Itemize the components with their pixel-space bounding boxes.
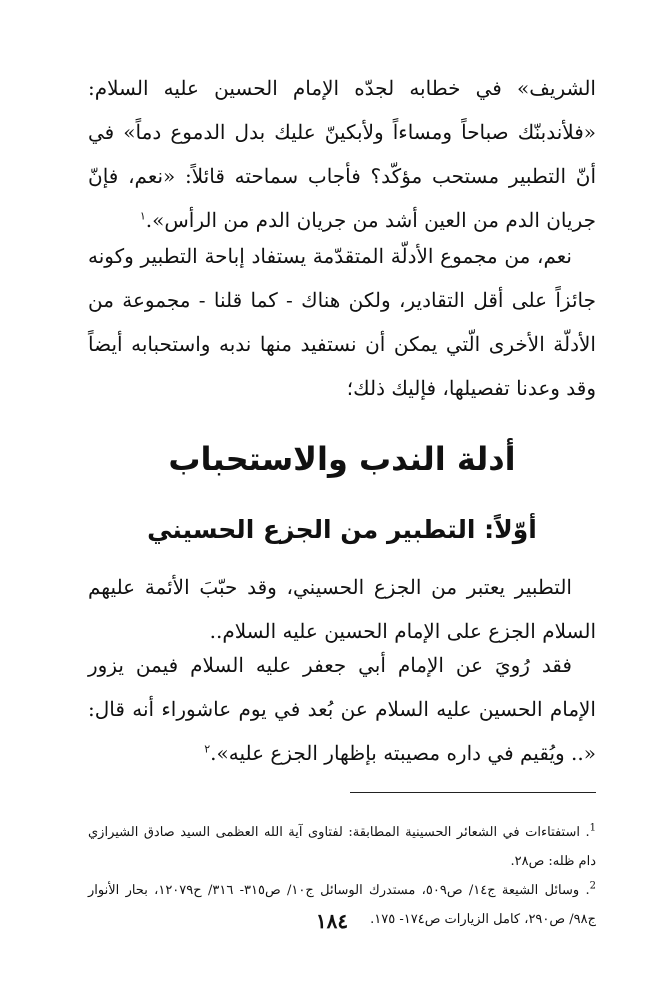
footnote-1-text: . استفتاءات في الشعائر الحسينية المطابقة: لفتاوى آية الله العظمى السيد صادق الشيرازي دام ظله: ص٢٨. <box>88 825 596 869</box>
footnote-divider <box>350 792 596 793</box>
footnote-ref-2: ٢ <box>204 742 211 756</box>
page-number: ١٨٤ <box>315 909 349 933</box>
paragraph-4 <box>88 643 596 775</box>
footnote-1-number: 1 <box>589 822 596 834</box>
paragraph-1-text: الشريف» في خطابه لجدّه الإمام الحسين عليه السلام: «فلأندبنّك صباحاً ومساءاً ولأبكينّ عليك بدل الدموع دماً» في أنّ التطبير مستحب مؤكّد؟ فأجاب سماحته قائلاً: «نعم، فإنّ جريان الدم من العين أشد من جريان الدم من الرأس». <box>88 76 596 232</box>
paragraph-1 <box>88 66 596 242</box>
paragraph-2 <box>88 234 596 410</box>
paragraph-3-text: التطبير يعتبر من الجزع الحسيني، وقد حبّبَ الأئمة عليهم السلام الجزع على الإمام الحسين عليه السلام.. <box>88 575 596 643</box>
section-heading: أدلة الندب والاستحباب <box>168 440 516 478</box>
footnote-1 <box>88 818 596 876</box>
paragraph-4-text: فقد رُويَ عن الإمام أبي جعفر عليه السلام فيمن يزور الإمام الحسين عليه السلام عن بُعد في يوم عاشوراء أنه قال: «.. ويُقيم في داره مصيبته بإظهار الجزع عليه». <box>88 653 596 765</box>
subsection-heading: أوّلاً: التطبير من الجزع الحسيني <box>147 515 537 544</box>
footnote-ref-1: ١ <box>139 209 146 223</box>
footnote-2-text: . وسائل الشيعة ج١٤/ ص٥٠٩، مستدرك الوسائل ج١٠/ ص٣١٥- ٣١٦/ ح١٢٠٧٩، بحار الأنوار ج٩٨/ ص٢٩٠، كامل الزيارات ص١٧٤- ١٧٥. <box>88 883 596 927</box>
paragraph-3 <box>88 565 596 653</box>
footnote-2-number: 2 <box>589 880 596 892</box>
paragraph-2-text: نعم، من مجموع الأدلّة المتقدّمة يستفاد إباحة التطبير وكونه جائزاً على أقل التقادير، ولكن هناك - كما قلنا - مجموعة من الأدلّة الأخرى الّتي يمكن أن نستفيد منها ندبه واستحبابه أيضاً وقد وعدنا تفصيلها، فإليك ذلك؛ <box>88 244 596 400</box>
